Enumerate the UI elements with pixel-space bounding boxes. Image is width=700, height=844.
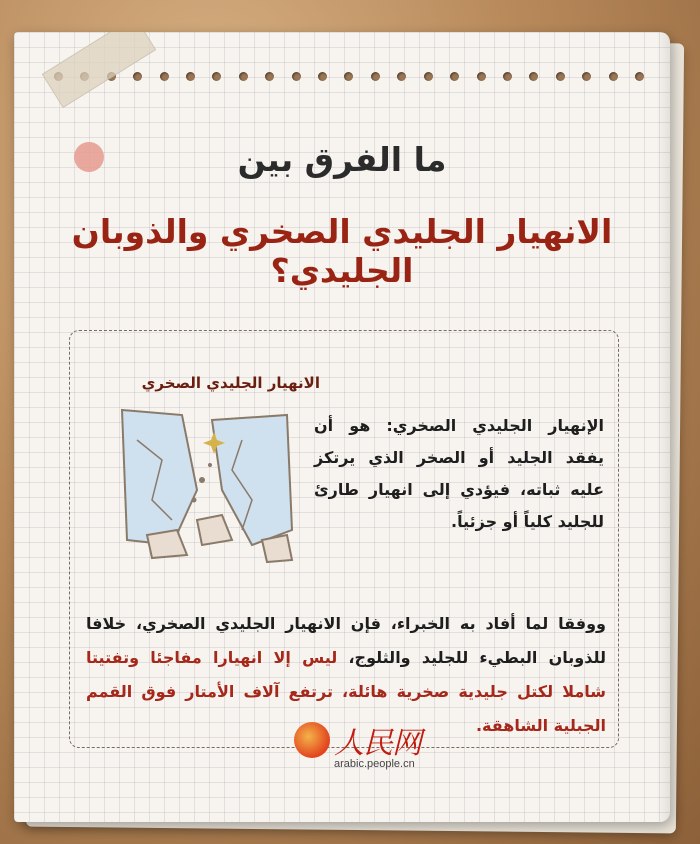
notebook-page xyxy=(14,32,670,822)
binder-hole xyxy=(397,72,406,81)
masking-tape xyxy=(42,32,156,108)
rock-ice-collapse-illustration xyxy=(102,370,302,570)
binder-hole xyxy=(239,72,248,81)
paragraph-highlight-text: ليس إلا انهيارا مفاجئا وتفتيتا شاملا لكتل جليدية صخرية هائلة، ترتفع آلاف الأمتار فوق القمم الجبلية الشاهقة. xyxy=(86,648,606,735)
binder-hole xyxy=(133,72,142,81)
binder-hole xyxy=(556,72,565,81)
binder-hole xyxy=(186,72,195,81)
title-line-1: ما الفرق بين xyxy=(237,140,447,179)
definition-text: الإنهيار الجليدي الصخري: هو أن يفقد الجليد أو الصخر الذي يرتكز عليه ثباته، فيؤدي إلى انهيار طارئ للجليد كلياً أو جزئياً. xyxy=(314,416,604,531)
binder-hole xyxy=(529,72,538,81)
binder-hole xyxy=(450,72,459,81)
illustration-label: الانهيار الجليدي الصخري xyxy=(141,374,320,392)
logo-emblem-icon xyxy=(294,722,330,758)
logo-url: arabic.people.cn xyxy=(334,758,415,770)
title-line-2: الانهيار الجليدي الصخري والذوبان الجليدي؟ xyxy=(71,212,613,290)
binder-hole xyxy=(292,72,301,81)
binder-hole xyxy=(371,72,380,81)
people-daily-logo xyxy=(294,718,424,778)
binder-hole xyxy=(344,72,353,81)
binder-holes xyxy=(54,72,644,86)
binder-hole xyxy=(265,72,274,81)
binder-hole xyxy=(609,72,618,81)
binder-hole xyxy=(635,72,644,81)
logo-text: 人民网 xyxy=(334,726,421,761)
binder-hole xyxy=(318,72,327,81)
binder-hole xyxy=(477,72,486,81)
binder-hole xyxy=(160,72,169,81)
binder-hole xyxy=(212,72,221,81)
binder-hole xyxy=(424,72,433,81)
binder-hole xyxy=(503,72,512,81)
paragraph-normal-text: ووفقا لما أفاد به الخبراء، فإن الانهيار الجليدي الصخري، خلافا للذوبان البطيء للجليد والثلوج، xyxy=(86,614,606,667)
binder-hole xyxy=(582,72,591,81)
